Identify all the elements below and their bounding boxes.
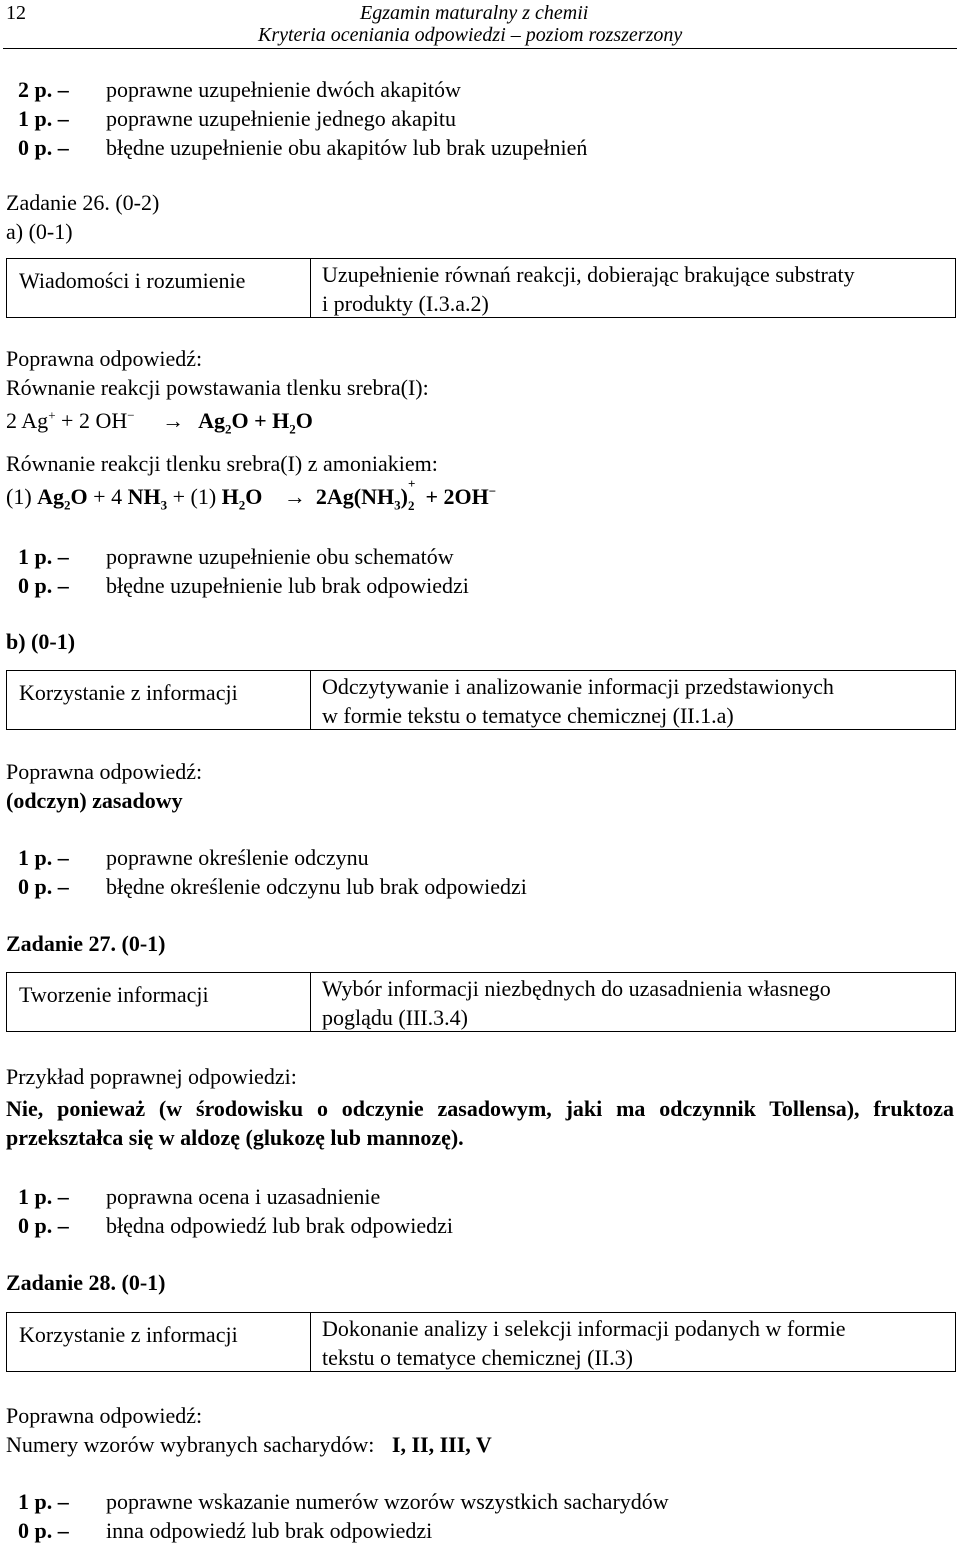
header-title: Egzamin maturalny z chemii: [360, 2, 589, 24]
scoring-item: 0 p. – błędne uzupełnienie obu akapitów lub brak uzupełnień: [18, 135, 588, 160]
category-cell: Wiadomości i rozumienie: [19, 268, 246, 293]
requirement-table: [6, 1312, 956, 1372]
reaction-arrow: →: [162, 408, 185, 433]
answer-label: Poprawna odpowiedź:: [6, 346, 203, 371]
category-cell: Korzystanie z informacji: [19, 1322, 238, 1347]
scoring-item: 0 p. – błędne określenie odczynu lub brak odpowiedzi: [18, 874, 527, 899]
table-divider: [310, 1313, 311, 1371]
table-divider: [310, 671, 311, 729]
category-cell: Tworzenie informacji: [19, 982, 209, 1007]
answer-label: Poprawna odpowiedź:: [6, 759, 203, 784]
scoring-item: 1 p. – poprawne wskazanie numerów wzorów wszystkich sacharydów: [18, 1489, 669, 1514]
table-divider: [310, 259, 311, 317]
requirement-cell: Uzupełnienie równań reakcji, dobierając brakujące substraty i produkty (I.3.a.2): [322, 262, 855, 316]
requirement-cell: Odczytywanie i analizowanie informacji przedstawionych w formie tekstu o tematyce chemicznej (II.1.a): [322, 674, 834, 728]
requirement-cell: Dokonanie analizy i selekcji informacji podanych w formie tekstu o tematyce chemicznej (II.3): [322, 1316, 846, 1370]
page-number: 12: [6, 2, 26, 24]
scoring-item: 0 p. – błędna odpowiedź lub brak odpowiedzi: [18, 1213, 454, 1238]
scoring-item: 2 p. – poprawne uzupełnienie dwóch akapitów: [18, 77, 461, 102]
scoring-item: 1 p. – poprawne określenie odczynu: [18, 845, 369, 870]
subtask-label: b) (0-1): [6, 629, 76, 654]
scoring-item: 1 p. – poprawne uzupełnienie jednego akapitu: [18, 106, 457, 131]
equation-title: Równanie reakcji powstawania tlenku srebra(I):: [6, 375, 429, 400]
equation-title: Równanie reakcji tlenku srebra(I) z amoniakiem:: [6, 451, 438, 476]
answer-text: (odczyn) zasadowy: [6, 788, 183, 813]
scoring-item: 1 p. – poprawna ocena i uzasadnienie: [18, 1184, 381, 1209]
scoring-item: 0 p. – błędne uzupełnienie lub brak odpowiedzi: [18, 573, 469, 598]
requirement-cell: Wybór informacji niezbędnych do uzasadnienia własnego poglądu (III.3.4): [322, 976, 831, 1030]
requirement-table: [6, 670, 956, 730]
subtask-label: a) (0-1): [6, 219, 73, 244]
chemical-equation-1: 2 Ag+ + 2 $OH^- \to Ag_2O + H_2O$: [6, 407, 313, 437]
category-cell: Korzystanie z informacji: [19, 680, 238, 705]
scoring-item: 1 p. – poprawne uzupełnienie obu schematów: [18, 544, 454, 569]
scoring-item: 0 p. – inna odpowiedź lub brak odpowiedzi: [18, 1518, 433, 1543]
chemical-equation-2: (1) $Ag_2O + 4$ $NH_3 + (1) H_2O \to 2Ag(NH_3)$ + 2 + 2OH−: [6, 476, 497, 513]
task-heading: Zadanie 28. (0-1): [6, 1270, 166, 1295]
header-rule: [3, 48, 957, 49]
task-heading: Zadanie 26. (0-2): [6, 190, 160, 215]
answer-label: Poprawna odpowiedź:: [6, 1403, 203, 1428]
header-subtitle: Kryteria oceniania odpowiedzi – poziom rozszerzony: [258, 24, 683, 46]
answer-text: Nie, ponieważ (w środowisku o odczynie zasadowym, jaki ma odczynnik Tollensa), fruktoza przekształca się w aldozę (glukozę lub mannozę).: [6, 1096, 954, 1150]
task-heading: Zadanie 27. (0-1): [6, 931, 166, 956]
requirement-table: [6, 258, 956, 318]
answer-label: Przykład poprawnej odpowiedzi:: [6, 1064, 297, 1089]
answer-text: Numery wzorów wybranych sacharydów: I, II, III, V: [6, 1432, 492, 1457]
table-divider: [310, 973, 311, 1031]
requirement-table: [6, 972, 956, 1032]
reaction-arrow: →: [283, 484, 306, 509]
